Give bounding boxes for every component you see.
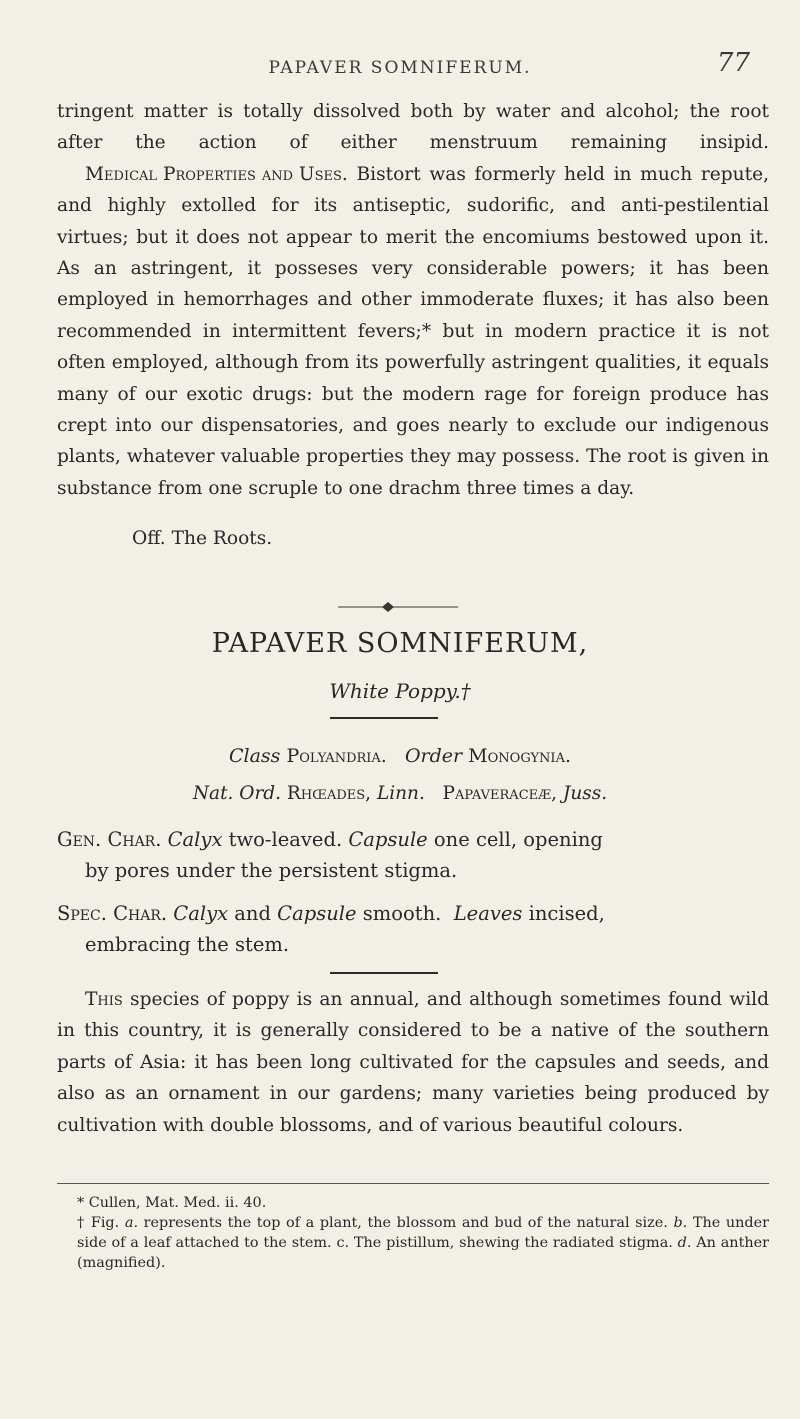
running-head: PAPAVER SOMNIFERUM. [268,58,532,78]
fig-a-label: a. [124,1215,139,1231]
poppy-description-paragraph [57,984,769,1141]
gen-char-label: Gen. Char. [57,828,162,851]
generic-character [57,824,769,886]
plant-common-name: White Poppy.† [329,679,471,703]
paragraph-lead: This [85,989,123,1010]
specific-character [57,898,769,960]
footnote-rule [57,1183,769,1184]
spec-capsule-label: Capsule [277,902,357,925]
calyx-label: Calyx [167,828,223,851]
author-linn: Linn. [376,783,425,804]
ornament-divider [338,600,458,614]
section-heading: Medical Properties and Uses. [85,163,348,185]
calyx-text: two-leaved. [228,828,343,851]
page-number: 77 [716,48,750,78]
fig-label: † Fig. [77,1215,120,1231]
paragraph-opening: tringent matter is totally dissolved both by water and alcohol; the root after the action of either menstruum remaining insipid. [57,101,769,154]
nat-ord-jussieu: Papaveraceæ, [442,783,558,804]
fig-b-label: b. [673,1215,688,1231]
order-label: Order [404,745,463,767]
spec-smooth-text: smooth. [362,902,442,925]
fig-d-text: An anther (magnified). [77,1235,770,1271]
paragraph-text: Bistort was formerly held in much repute, and highly extolled for its antiseptic, sudorific, and anti-pestilential virtues; but it does not appear to merit the encomiums bestowed upon it. As an astringent, it posseses very considerable powers; it has been employed in hemorrhages and other immoderate fluxes; it has also been recommended in intermittent fevers;* but in modern practice it is not often employed, although from its powerfully astringent qualities, it equals many of our exotic drugs: but the modern rage for foreign produce has crept into our dispensatories, and goes nearly to exclude our indigenous plants, whatever valuable properties they may possess. The root is given in substance from one scruple to one drachm three times a day. [57,163,769,499]
spec-char-label: Spec. Char. [57,902,168,925]
class-label: Class [228,745,281,767]
fig-c-label: c. [336,1235,350,1251]
spec-leaves-text: incised, [528,902,605,925]
capsule-label: Capsule [348,828,428,851]
paragraph-text-2: species of poppy is an annual, and although sometimes found wild in this country, it is generally considered to be a native of the southern parts of Asia: it has been long cultivated for the capsules and seeds, and also as an ornament in our gardens; many varieties being produced by cultivation with double blossoms, and of various beautiful colours. [57,989,769,1136]
fig-c-text: The pistillum, shewing the radiated stigma. [353,1235,673,1251]
nat-ord-label: Nat. Ord. [192,783,282,804]
author-juss: Juss. [562,783,608,804]
class-value: Polyandria. [286,745,387,767]
fig-d-label: d. [677,1235,692,1251]
officinal-note: Off. The Roots. [132,528,273,549]
capsule-text: one cell, opening [433,828,603,851]
fig-b-text: The under side of a leaf attached to the stem. [77,1215,770,1251]
spec-and-text: and [234,902,271,925]
gen-char-continuation: by pores under the persistent stigma. [85,859,458,882]
natural-order-line [0,783,800,804]
spec-calyx-label: Calyx [173,902,229,925]
classification-line [0,745,800,767]
footnote-cullen: * Cullen, Mat. Med. ii. 40. [77,1195,267,1211]
order-value: Monogynia. [468,745,571,767]
footnote-figure [57,1213,769,1273]
nat-ord-linnaeus: Rhœades, [286,783,372,804]
plant-title: PAPAVER SOMNIFERUM, [211,628,589,659]
section-rule [330,972,438,974]
spec-char-continuation: embracing the stem. [85,933,290,956]
footnotes [57,1193,769,1273]
bistort-uses-paragraph [57,96,769,504]
spec-leaves-label: Leaves [453,902,523,925]
title-rule [330,717,438,719]
fig-a-text: represents the top of a plant, the blossom and bud of the natural size. [143,1215,668,1231]
